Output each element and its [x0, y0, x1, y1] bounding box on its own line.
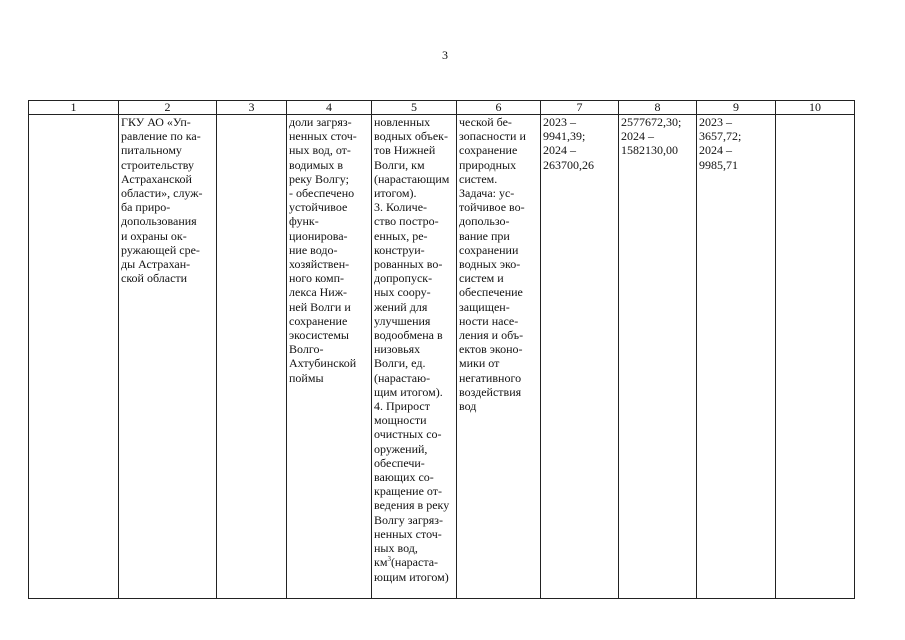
page-number: 3 [442, 48, 448, 62]
cell-text-line: природных [459, 157, 517, 172]
cell-text-line: Волги, км [374, 157, 425, 172]
header-row [29, 101, 855, 115]
cell-text-line: допользо- [459, 214, 510, 229]
indicators-lines [374, 115, 454, 555]
cell-text-line: тов Нижней [374, 143, 436, 158]
cell-text-line: сохранение [459, 143, 518, 158]
cell-text-line: очистных со- [374, 427, 442, 442]
cell-text-line: водных эко- [459, 257, 521, 272]
cell-text-line: воздействия [459, 384, 522, 399]
cell-text-line: ненных сточ- [374, 526, 442, 541]
unit-rest: (нараста- [390, 555, 439, 570]
cell-funding-col9 [697, 115, 776, 599]
cell-text-line: систем. [459, 171, 498, 186]
cell-text-line: оружений, [374, 441, 428, 456]
cell-text-line: 3657,72; [699, 129, 742, 144]
cell-text-line: реку Волгу; [289, 171, 349, 186]
cell-text-line: ведения в реку [374, 498, 450, 513]
cell-text-line: водных объек- [374, 129, 448, 144]
cell-text-line: (нарастающим [374, 171, 450, 186]
cell-text-line: новленных [374, 115, 431, 129]
cell-text-line: ство постро- [374, 214, 439, 229]
cell-text-line: Астраханской [121, 171, 192, 186]
cell-text-line: 9941,39; [543, 129, 586, 144]
cell-text-line: мощности [374, 413, 427, 428]
cell-text-line: 4. Прирост [374, 399, 430, 414]
cell-text-line: 2024 – [699, 143, 732, 158]
cell-text-line: вод [459, 399, 477, 414]
cell-col1 [29, 115, 119, 599]
cell-text-line: 2023 – [699, 115, 732, 129]
cell-text-line: равление по ка- [121, 129, 201, 144]
cell-indicators [372, 115, 457, 599]
cell-text-line: Задача: ус- [459, 186, 515, 201]
cell-text-line: функ- [289, 214, 319, 229]
cell-text-line: Ахтубинской [289, 356, 357, 371]
cell-text-line: ды Астрахан- [121, 257, 191, 272]
data-table [28, 100, 855, 599]
cell-text-line: ческой бе- [459, 115, 512, 129]
cell-expected-results [287, 115, 372, 599]
table-row [29, 115, 855, 599]
cell-text-line: ектов эконо- [459, 342, 523, 357]
cell-text-line: рованных во- [374, 257, 443, 272]
cell-text-line: итогом). [374, 186, 417, 201]
cell-text-line: допользования [121, 214, 197, 229]
cell-col3 [217, 115, 287, 599]
cell-text-line: ней Волги и [289, 299, 351, 314]
cell-text-line: экосистемы [289, 328, 349, 343]
cell-text-line: 2024 – [621, 129, 654, 144]
cell-text-line: низовьях [374, 342, 421, 357]
cell-text-line: устойчивое [289, 200, 348, 215]
header-cell: 10 [776, 101, 855, 115]
cell-text-line: Волгу загряз- [374, 512, 443, 527]
cell-text-line: ного комп- [289, 271, 345, 286]
cell-text-line: строительству [121, 157, 194, 172]
cell-text-line: улучшения [374, 313, 431, 328]
cell-text-line: 1582130,00 [621, 143, 678, 158]
cell-text-line: сохранении [459, 242, 519, 257]
unit-line [374, 555, 454, 569]
cell-text-line: ных вод, от- [289, 143, 351, 158]
cell-text-line: (нарастаю- [374, 370, 431, 385]
cell-text-line: 2577672,30; [621, 115, 682, 129]
cell-text-line: обеспечение [459, 285, 523, 300]
unit-base: км [374, 555, 388, 570]
cell-text-line: 2023 – [543, 115, 576, 129]
cell-text-line: области», служ- [121, 186, 203, 201]
cell-text-line: хозяйствен- [289, 257, 350, 272]
cell-text-line: ненных сточ- [289, 129, 357, 144]
cell-text-line: зопасности и [459, 129, 526, 144]
cell-text-line: щим итогом). [374, 384, 443, 399]
header-cell: 4 [287, 101, 372, 115]
cell-text-line: доли загряз- [289, 115, 352, 129]
cell-text-line: вание при [459, 228, 510, 243]
cell-text-line: обеспечи- [374, 455, 425, 470]
cell-text-line: ления и объ- [459, 328, 524, 343]
header-cell: 3 [217, 101, 287, 115]
cell-funding-col8 [619, 115, 697, 599]
cell-text-line: поймы [289, 370, 324, 385]
cell-funding-col7 [541, 115, 619, 599]
indicators-last-line: ющим итогом) [374, 569, 449, 584]
cell-text-line: конструи- [374, 242, 425, 257]
cell-goals-tasks [457, 115, 541, 599]
cell-text-line: допропуск- [374, 271, 433, 286]
cell-text-line: защищен- [459, 299, 510, 314]
cell-text-line: Волго- [289, 342, 324, 357]
cell-text-line: ние водо- [289, 242, 338, 257]
cell-text-line: ской области [121, 271, 188, 286]
cell-text-line: питальному [121, 143, 182, 158]
cell-text-line: Волги, ед. [374, 356, 426, 371]
cell-text-line: 9985,71 [699, 157, 738, 172]
cell-text-line: 3. Количе- [374, 200, 428, 215]
header-cell: 9 [697, 101, 776, 115]
unit-superscript: 3 [387, 555, 391, 564]
cell-text-line: жений для [374, 299, 428, 314]
cell-text-line: лекса Ниж- [289, 285, 348, 300]
cell-text-line: кращение от- [374, 484, 442, 499]
cell-text-line: ности насе- [459, 313, 519, 328]
cell-text-line: ГКУ АО «Уп- [121, 115, 191, 129]
header-cell: 2 [119, 101, 217, 115]
cell-text-line: вающих со- [374, 470, 434, 485]
cell-text-line: систем и [459, 271, 504, 286]
cell-text-line: тойчивое во- [459, 200, 525, 215]
cell-text-line: ружающей сре- [121, 242, 200, 257]
cell-text-line: негативного [459, 370, 522, 385]
cell-text-line: 2024 – [543, 143, 576, 158]
cell-text-line: ных вод, [374, 541, 418, 556]
cell-col10 [776, 115, 855, 599]
cell-text-line: мики от [459, 356, 500, 371]
header-cell: 7 [541, 101, 619, 115]
header-cell: 5 [372, 101, 457, 115]
cell-text-line: водимых в [289, 157, 344, 172]
cell-text-line: и охраны ок- [121, 228, 187, 243]
header-cell: 8 [619, 101, 697, 115]
cell-text-line: водообмена в [374, 328, 443, 343]
cell-text-line: ционирова- [289, 228, 348, 243]
cell-text-line: 263700,26 [543, 157, 594, 172]
header-cell: 6 [457, 101, 541, 115]
cell-text-line: ба приро- [121, 200, 171, 215]
cell-responsible-executor [119, 115, 217, 599]
cell-text-line: сохранение [289, 313, 348, 328]
cell-text-line: енных, ре- [374, 228, 428, 243]
header-cell: 1 [29, 101, 119, 115]
cell-text-line: - обеспечено [289, 186, 355, 201]
cell-text-line: ных соору- [374, 285, 431, 300]
